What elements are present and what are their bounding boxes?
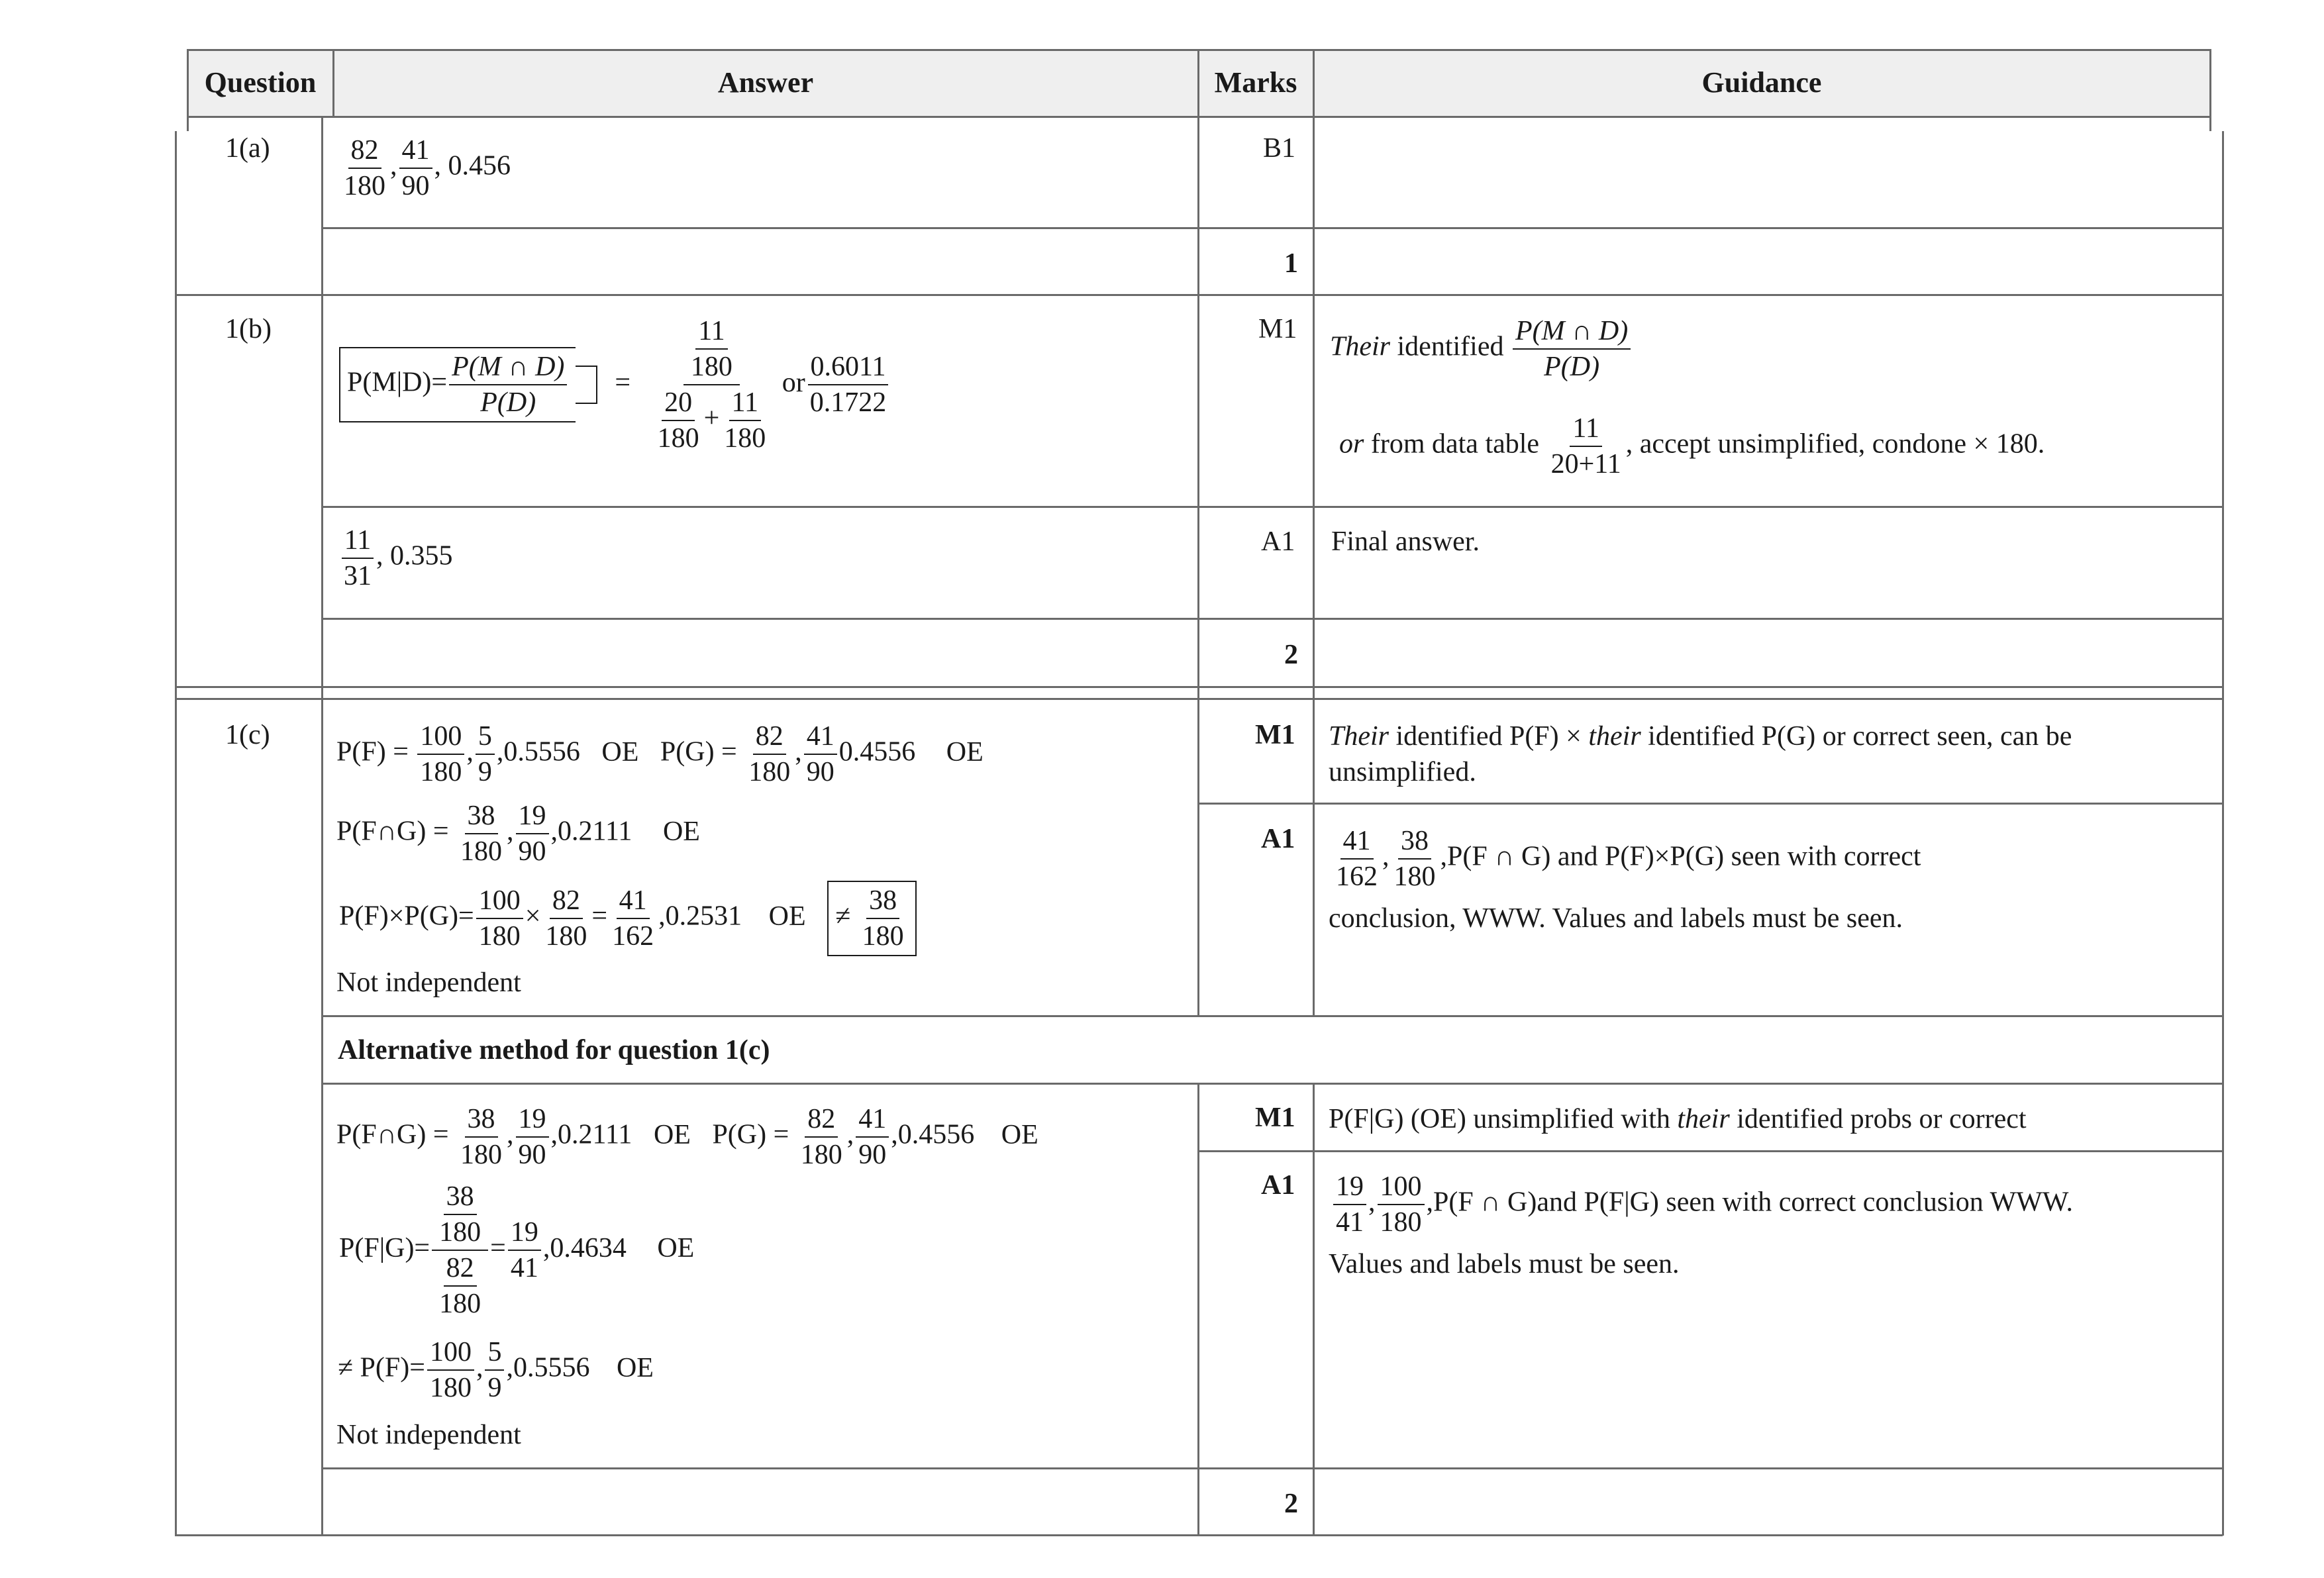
mark-1a: B1 — [1263, 133, 1296, 164]
mark-1c-alt-m1: M1 — [1255, 1103, 1295, 1133]
guidance-1c-a1-line2: conclusion, WWW. Values and labels must be seen. — [1329, 903, 1903, 934]
mark-1c-m1: M1 — [1255, 720, 1295, 750]
guidance-1c-a1-line1: $\frac{41}{162}$ , $\frac{38}{180}$ ,P(F ∩ G) and P(F)×P(G) seen with correct — [1336, 826, 1921, 893]
answer-1c-line1: P(F) = $\frac{100}{180}$ , $\frac{5}{9}$ ,0.5556 OE P(G) = $\frac{82}{180}$ , $\frac{41}{90}$ 0.4556 OE — [336, 721, 984, 788]
answer-1c-line2: P(F∩G) = $\frac{38}{180}$ , $\frac{19}{90}$ ,0.2111 OE — [336, 801, 700, 867]
question-label-1a: 1(a) — [225, 133, 270, 164]
header-guidance: Guidance — [1701, 66, 1822, 99]
alt-answer-line2: P(F|G)= $\frac{\frac{38}{180}}{\frac{82}{180}}$ = $\frac{19}{41}$ ,0.4634 OE — [339, 1181, 695, 1320]
header-answer: Answer — [717, 66, 814, 99]
total-1a: 1 — [1284, 248, 1298, 279]
mark-1c-a1: A1 — [1261, 824, 1295, 854]
mark-1c-alt-a1: A1 — [1261, 1170, 1295, 1201]
alt-answer-line3: ≠ P(F)= $\frac{100}{180}$ , $\frac{5}{9}$ ,0.5556 OE — [338, 1337, 654, 1404]
alt-answer-conclusion: Not independent — [336, 1420, 521, 1450]
guidance-1c-alt-a1-line1: $\frac{19}{41}$ , $\frac{100}{180}$ ,P(F ∩ G)and P(F|G) seen with correct conclusion WWW. — [1331, 1172, 2073, 1237]
question-label-1b: 1(b) — [225, 314, 272, 344]
guidance-1b-m1-line2: or from data table $\frac{11}{20+11}$ , accept unsimplified, condone × 180. — [1339, 413, 2045, 480]
guidance-1b-a1: Final answer. — [1331, 526, 1480, 557]
guidance-1c-alt-a1-line2: Values and labels must be seen. — [1329, 1249, 1680, 1279]
mark-1b-a1: A1 — [1261, 526, 1295, 557]
mark-1b-m1: M1 — [1258, 314, 1297, 344]
answer-1c-conclusion: Not independent — [336, 967, 521, 998]
answer-1a: $\frac{82}{180}$ , $\frac{41}{90}$ , 0.456 — [344, 135, 511, 202]
alt-answer-line1: P(F∩G) = $\frac{38}{180}$ , $\frac{19}{90}$ ,0.2111 OE P(G) = $\frac{82}{180}$ , $\frac{41}{90}$ ,0.4556 OE — [336, 1104, 1038, 1171]
alternative-method-title: Alternative method for question 1(c) — [338, 1035, 770, 1065]
total-1c: 2 — [1284, 1489, 1298, 1519]
header-question: Question — [204, 66, 317, 99]
question-label-1c: 1(c) — [225, 720, 270, 750]
guidance-1b-m1-line1: Their identified $\frac{P(M \cap D)}{P(D)}$ — [1330, 317, 1633, 381]
guidance-1c-alt-m1: P(F|G) (OE) unsimplified with their identified probs or correct — [1329, 1104, 2027, 1134]
answer-1c-line3: P(F)×P(G)= $\frac{100}{180}$ × $\frac{82}{180}$ = $\frac{41}{162}$ ,0.2531 OE ≠ $\frac{38}{180}$ — [339, 881, 917, 956]
answer-1b-step1: P(M|D)= $\frac{P(M \cap D)}{P(D)}$ = $\frac{11}{180}$ $\frac{20}{180}$ + $\frac{11}{180}$ or $\frac{0.6011}{0.1722}$ — [339, 317, 891, 453]
header-marks: Marks — [1214, 66, 1297, 99]
total-1b: 2 — [1284, 640, 1298, 670]
guidance-1c-m1-line2: unsimplified. — [1329, 757, 1476, 787]
guidance-1c-m1-line1: Their identified P(F) × their identified P(G) or correct seen, can be — [1329, 721, 2072, 752]
answer-1b-step2: $\frac{11}{31}$ , 0.355 — [339, 526, 453, 591]
